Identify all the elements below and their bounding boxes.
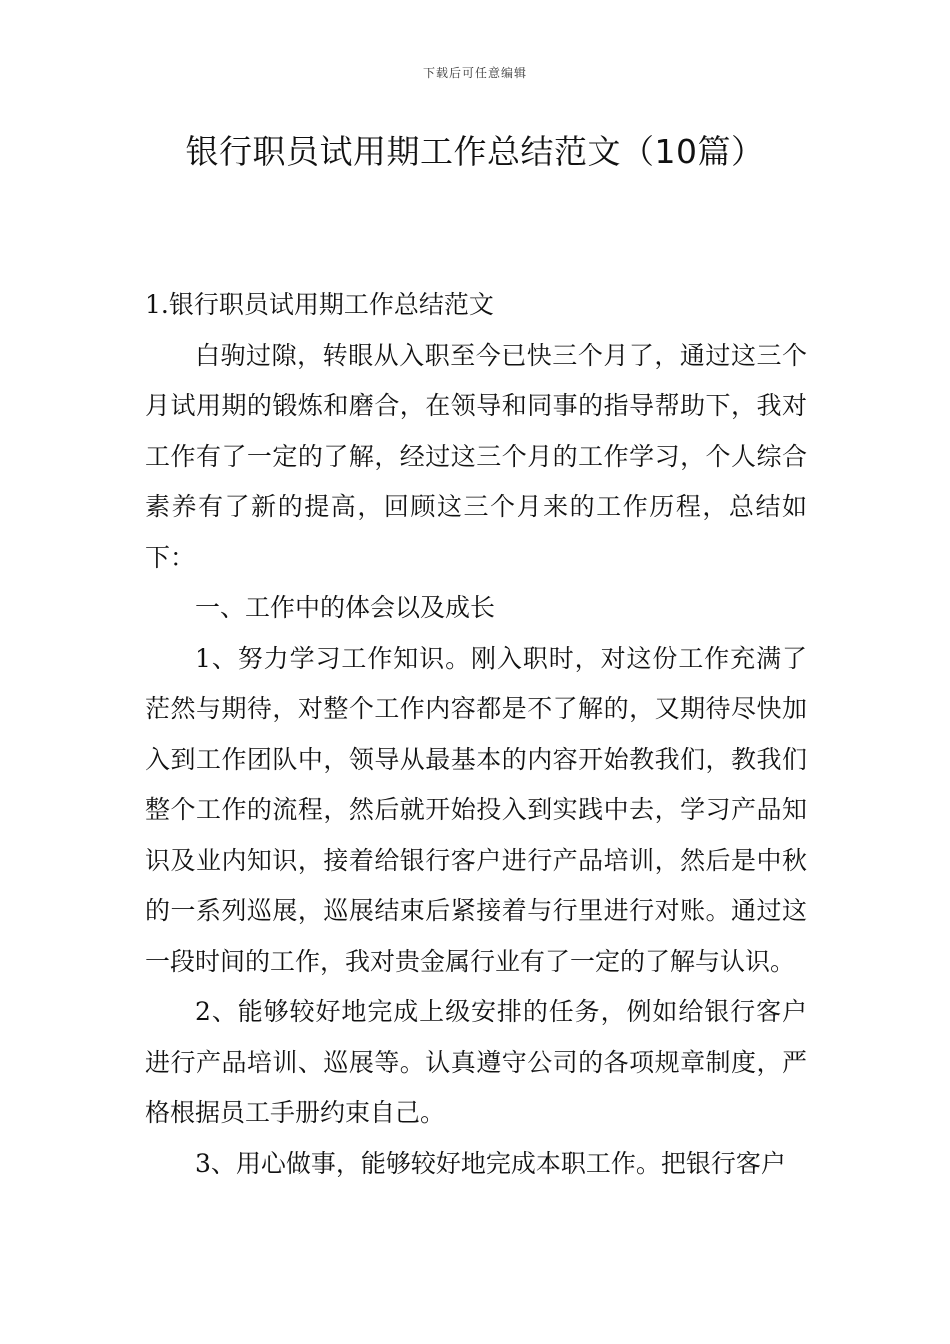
paragraph: 一、工作中的体会以及成长 xyxy=(195,593,496,622)
paragraph: 1、努力学习工作知识。刚入职时，对这份工作充满了茫然与期待，对整个工作内容都是不了解的，又期待尽快加入到工作团队中，领导从最基本的内容开始教我们，教我们整个工作的流程，然后就开始投入到实践中去，学习产品知识及业内知识，接着给银行客户进行产品培训，然后是中秋的一系列巡展，巡展结束后紧接着与行里进行对账。通过这一段时间的工作，我对贵金属行业有了一定的了解与认识。 xyxy=(145,643,807,976)
document-body xyxy=(145,280,807,1189)
paragraph: 3、用心做事，能够较好地完成本职工作。把银行客户 xyxy=(195,1148,786,1178)
header-note: 下载后可任意编辑 xyxy=(422,66,527,80)
document-title: 银行职员试用期工作总结范文（10篇） xyxy=(185,132,765,171)
section-heading: 1.银行职员试用期工作总结范文 xyxy=(145,290,494,319)
paragraph: 白驹过隙，转眼从入职至今已快三个月了，通过这三个月试用期的锻炼和磨合，在领导和同事的指导帮助下，我对工作有了一定的了解，经过这三个月的工作学习，个人综合素养有了新的提高，回顾这三个月来的工作历程，总结如下： xyxy=(145,340,807,572)
paragraph: 2、能够较好地完成上级安排的任务，例如给银行客户进行产品培训、巡展等。认真遵守公司的各项规章制度，严格根据员工手册约束自己。 xyxy=(145,997,807,1127)
